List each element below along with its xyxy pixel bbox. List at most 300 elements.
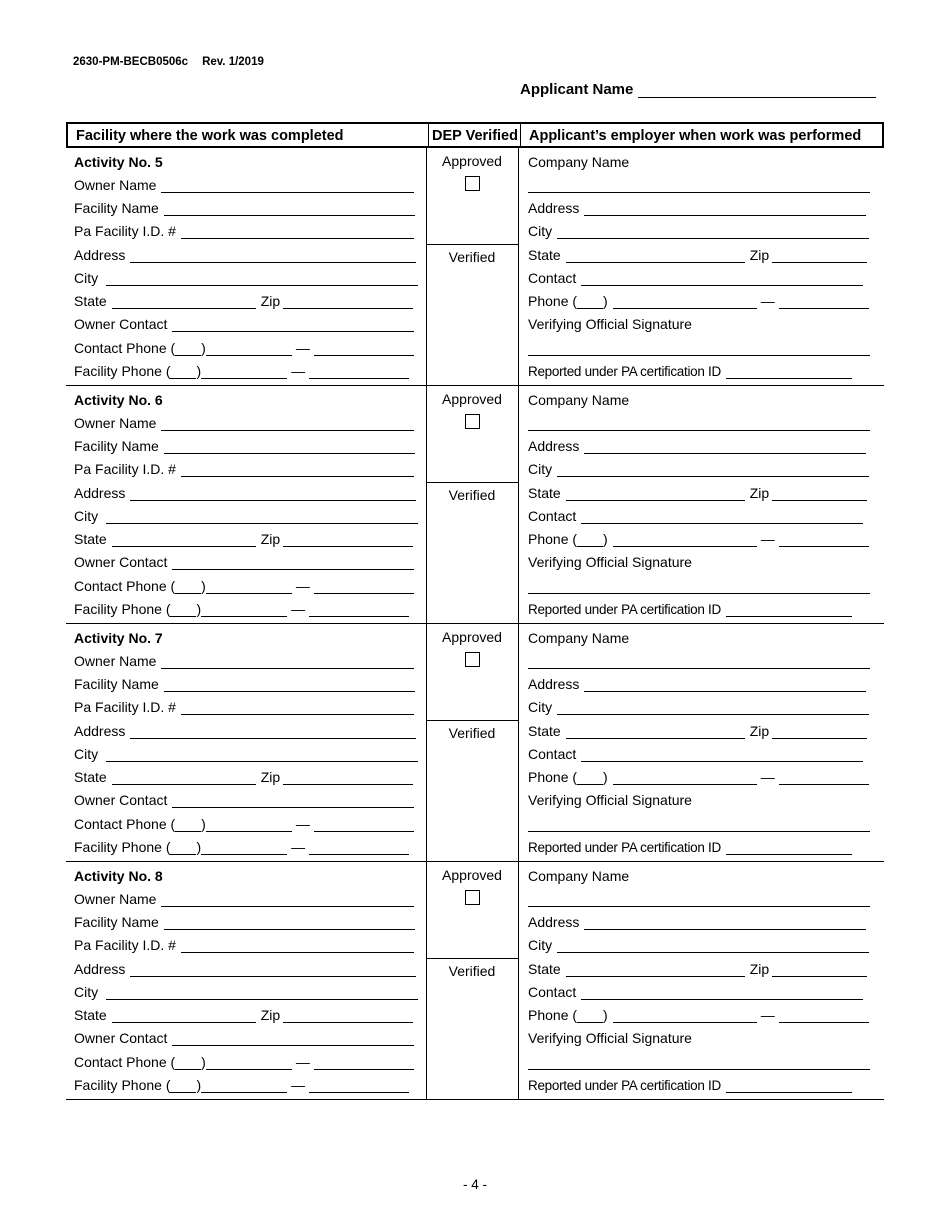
facility-phone-label: Facility Phone (	[74, 1077, 171, 1093]
employer-contact-row	[528, 506, 863, 524]
dash-label: —	[291, 363, 306, 379]
verifying-signature-field[interactable]	[528, 1055, 870, 1070]
paren-label: )	[201, 578, 206, 594]
employer-state-zip-row	[528, 959, 867, 977]
contact-phone-area-field[interactable]	[175, 341, 201, 356]
verifying-signature-line-row	[528, 338, 870, 356]
employer-address-field[interactable]	[584, 201, 866, 216]
pa-facility-id-row	[74, 459, 414, 477]
employer-state-field[interactable]	[566, 486, 745, 501]
contact-phone-prefix-field[interactable]	[206, 579, 292, 594]
state-zip-row	[74, 529, 413, 547]
certification-id-field[interactable]	[726, 364, 852, 379]
employer-zip-label: Zip	[749, 723, 770, 739]
employer-phone-label: Phone (	[528, 1007, 578, 1023]
dash-label: —	[291, 601, 306, 617]
address-row	[74, 483, 416, 501]
employer-address-field[interactable]	[584, 915, 866, 930]
facility-name-label: Facility Name	[74, 676, 159, 692]
dash-label: —	[760, 769, 775, 785]
owner-name-row	[74, 889, 414, 907]
employer-address-row	[528, 198, 866, 216]
address-label: Address	[74, 485, 126, 501]
employer-address-row	[528, 436, 866, 454]
employer-state-label: State	[528, 723, 561, 739]
address-field[interactable]	[130, 486, 416, 501]
facility-phone-number-field[interactable]	[309, 602, 409, 617]
state-field[interactable]	[112, 770, 256, 785]
employer-phone-label: Phone (	[528, 293, 578, 309]
facility-phone-area-field[interactable]	[170, 602, 196, 617]
address-label: Address	[74, 961, 126, 977]
activity-table	[66, 122, 884, 1100]
employer-state-field[interactable]	[566, 248, 745, 263]
employer-phone-label: Phone (	[528, 531, 578, 547]
pa-facility-id-field[interactable]	[181, 938, 414, 953]
employer-phone-area-field[interactable]	[577, 1008, 603, 1023]
address-field[interactable]	[130, 724, 416, 739]
state-zip-row	[74, 767, 413, 785]
verifying-signature-field[interactable]	[528, 579, 870, 594]
contact-phone-prefix-field[interactable]	[206, 817, 292, 832]
paren-label: )	[196, 363, 202, 379]
owner-contact-field[interactable]	[172, 317, 414, 332]
dash-label: —	[291, 1077, 306, 1093]
facility-phone-label: Facility Phone (	[74, 839, 171, 855]
employer-phone-number-field[interactable]	[779, 770, 869, 785]
contact-phone-label: Contact Phone (	[74, 816, 176, 832]
facility-phone-number-field[interactable]	[309, 1078, 409, 1093]
employer-address-label: Address	[528, 438, 580, 454]
approved-checkbox[interactable]	[465, 652, 480, 667]
company-name-label: Company Name	[528, 154, 630, 170]
contact-phone-row	[74, 576, 414, 594]
contact-phone-number-field[interactable]	[314, 341, 414, 356]
certification-id-row	[528, 837, 852, 855]
owner-contact-label: Owner Contact	[74, 792, 168, 808]
activity-title-row	[74, 866, 163, 884]
employer-city-label: City	[528, 937, 553, 953]
paren-label: )	[201, 1054, 206, 1070]
employer-phone-area-field[interactable]	[577, 770, 603, 785]
company-name-row	[528, 390, 629, 408]
contact-phone-row	[74, 338, 414, 356]
approved-checkbox[interactable]	[465, 414, 480, 429]
owner-name-row	[74, 651, 414, 669]
page-number: - 4 -	[462, 1177, 487, 1192]
contact-phone-row	[74, 814, 414, 832]
state-zip-row	[74, 1005, 413, 1023]
facility-phone-number-field[interactable]	[309, 364, 409, 379]
verifying-signature-label: Verifying Official Signature	[528, 1030, 692, 1046]
state-label: State	[74, 531, 107, 547]
facility-name-field[interactable]	[164, 201, 415, 216]
employer-phone-row	[528, 767, 869, 785]
zip-field[interactable]	[283, 532, 413, 547]
owner-contact-row	[74, 790, 414, 808]
activity-title-row	[74, 628, 163, 646]
employer-address-row	[528, 674, 866, 692]
activity-block	[66, 386, 884, 624]
employer-state-field[interactable]	[566, 962, 745, 977]
dash-label: —	[291, 839, 306, 855]
facility-phone-area-field[interactable]	[170, 840, 196, 855]
company-name-line-row	[528, 889, 870, 907]
employer-phone-number-field[interactable]	[779, 1008, 869, 1023]
verifying-signature-line-row	[528, 814, 870, 832]
verified-label: Verified	[448, 963, 496, 979]
owner-name-row	[74, 175, 414, 193]
pa-facility-id-label: Pa Facility I.D. #	[74, 699, 176, 715]
verified-label: Verified	[448, 487, 496, 503]
facility-phone-row	[74, 837, 409, 855]
zip-field[interactable]	[283, 1008, 413, 1023]
employer-phone-prefix-field[interactable]	[613, 294, 757, 309]
contact-phone-number-field[interactable]	[314, 1055, 414, 1070]
facility-name-field[interactable]	[164, 677, 415, 692]
address-field[interactable]	[130, 962, 416, 977]
address-field[interactable]	[130, 248, 416, 263]
facility-phone-prefix-field[interactable]	[201, 840, 287, 855]
certification-id-row	[528, 1075, 852, 1093]
employer-phone-label: Phone (	[528, 769, 578, 785]
facility-name-label: Facility Name	[74, 438, 159, 454]
facility-phone-area-field[interactable]	[170, 364, 196, 379]
approved-checkbox[interactable]	[465, 890, 480, 905]
employer-phone-area-field[interactable]	[577, 532, 603, 547]
zip-label: Zip	[260, 293, 281, 309]
owner-contact-row	[74, 552, 414, 570]
paren-label: )	[201, 816, 206, 832]
reported-under-label: Reported under PA certification ID	[528, 364, 721, 379]
owner-name-label: Owner Name	[74, 891, 157, 907]
owner-contact-label: Owner Contact	[74, 1030, 168, 1046]
facility-name-row	[74, 674, 415, 692]
certification-id-row	[528, 599, 852, 617]
certification-id-field[interactable]	[726, 1078, 852, 1093]
verifying-signature-row	[528, 1028, 692, 1046]
dash-label: —	[295, 578, 310, 594]
employer-contact-label: Contact	[528, 746, 577, 762]
company-name-row	[528, 866, 629, 884]
company-name-field[interactable]	[528, 892, 870, 907]
state-zip-row	[74, 291, 413, 309]
state-field[interactable]	[112, 294, 256, 309]
employer-zip-field[interactable]	[772, 486, 867, 501]
employer-phone-number-field[interactable]	[779, 532, 869, 547]
company-name-row	[528, 628, 629, 646]
dash-label: —	[295, 1054, 310, 1070]
city-field[interactable]	[106, 271, 418, 286]
facility-phone-prefix-field[interactable]	[201, 602, 287, 617]
employer-contact-field[interactable]	[581, 509, 863, 524]
employer-city-row	[528, 935, 869, 953]
owner-name-field[interactable]	[161, 892, 414, 907]
address-row	[74, 721, 416, 739]
col-dep-verified-header: DEP Verified	[432, 128, 518, 144]
contact-phone-area-field[interactable]	[175, 817, 201, 832]
owner-name-field[interactable]	[161, 416, 414, 431]
owner-name-label: Owner Name	[74, 415, 157, 431]
verifying-signature-line-row	[528, 576, 870, 594]
city-field[interactable]	[106, 985, 418, 1000]
reported-under-label: Reported under PA certification ID	[528, 840, 721, 855]
city-field[interactable]	[106, 747, 418, 762]
employer-state-label: State	[528, 247, 561, 263]
zip-label: Zip	[260, 1007, 281, 1023]
employer-phone-area-field[interactable]	[577, 294, 603, 309]
employer-contact-field[interactable]	[581, 747, 863, 762]
employer-contact-field[interactable]	[581, 271, 863, 286]
facility-name-label: Facility Name	[74, 914, 159, 930]
dash-label: —	[295, 816, 310, 832]
activity-title: Activity No. 6	[74, 392, 163, 408]
revision-text: Rev. 1/2019	[202, 56, 264, 68]
contact-phone-label: Contact Phone (	[74, 340, 176, 356]
city-row	[74, 982, 418, 1000]
activity-title: Activity No. 7	[74, 630, 163, 646]
verified-label: Verified	[448, 725, 496, 741]
employer-phone-prefix-field[interactable]	[613, 770, 757, 785]
reported-under-label: Reported under PA certification ID	[528, 1078, 721, 1093]
employer-address-label: Address	[528, 676, 580, 692]
dash-label: —	[760, 1007, 775, 1023]
facility-phone-label: Facility Phone (	[74, 363, 171, 379]
employer-phone-row	[528, 291, 869, 309]
pa-facility-id-label: Pa Facility I.D. #	[74, 937, 176, 953]
certification-id-row	[528, 361, 852, 379]
company-name-label: Company Name	[528, 392, 630, 408]
employer-state-label: State	[528, 485, 561, 501]
pa-facility-id-field[interactable]	[181, 700, 414, 715]
approved-label: Approved	[442, 153, 502, 169]
pa-facility-id-row	[74, 935, 414, 953]
verifying-signature-row	[528, 790, 692, 808]
verifying-signature-line-row	[528, 1052, 870, 1070]
employer-phone-row	[528, 529, 869, 547]
city-row	[74, 506, 418, 524]
paren-label: )	[196, 601, 202, 617]
verifying-signature-label: Verifying Official Signature	[528, 792, 692, 808]
employer-city-field[interactable]	[557, 700, 869, 715]
city-label: City	[74, 508, 99, 524]
reported-under-label: Reported under PA certification ID	[528, 602, 721, 617]
owner-contact-field[interactable]	[172, 793, 414, 808]
pa-facility-id-label: Pa Facility I.D. #	[74, 461, 176, 477]
facility-name-label: Facility Name	[74, 200, 159, 216]
contact-phone-area-field[interactable]	[175, 1055, 201, 1070]
state-field[interactable]	[112, 1008, 256, 1023]
contact-phone-number-field[interactable]	[314, 817, 414, 832]
facility-phone-prefix-field[interactable]	[201, 364, 287, 379]
employer-phone-number-field[interactable]	[779, 294, 869, 309]
owner-name-row	[74, 413, 414, 431]
city-label: City	[74, 746, 99, 762]
contact-phone-label: Contact Phone (	[74, 1054, 176, 1070]
employer-address-row	[528, 912, 866, 930]
employer-contact-label: Contact	[528, 984, 577, 1000]
form-code-text: 2630-PM-BECB0506c	[73, 56, 189, 68]
contact-phone-number-field[interactable]	[314, 579, 414, 594]
facility-name-row	[74, 198, 415, 216]
contact-phone-prefix-field[interactable]	[206, 341, 292, 356]
col-employer-header: Applicant’s employer when work was performed	[529, 128, 862, 144]
facility-phone-row	[74, 599, 409, 617]
dash-label: —	[295, 340, 310, 356]
company-name-row	[528, 152, 629, 170]
company-name-label: Company Name	[528, 868, 630, 884]
employer-address-field[interactable]	[584, 439, 866, 454]
employer-address-field[interactable]	[584, 677, 866, 692]
employer-phone-row	[528, 1005, 869, 1023]
facility-phone-area-field[interactable]	[170, 1078, 196, 1093]
employer-zip-label: Zip	[749, 485, 770, 501]
form-code	[73, 56, 278, 68]
certification-id-field[interactable]	[726, 840, 852, 855]
owner-contact-row	[74, 314, 414, 332]
employer-state-zip-row	[528, 245, 867, 263]
employer-phone-prefix-field[interactable]	[613, 1008, 757, 1023]
company-name-label: Company Name	[528, 630, 630, 646]
city-row	[74, 268, 418, 286]
pa-facility-id-row	[74, 221, 414, 239]
owner-name-field[interactable]	[161, 654, 414, 669]
owner-name-field[interactable]	[161, 178, 414, 193]
verifying-signature-row	[528, 314, 692, 332]
employer-city-field[interactable]	[557, 224, 869, 239]
paren-label: )	[603, 1007, 608, 1023]
applicant-name-field[interactable]	[638, 82, 876, 98]
contact-phone-prefix-field[interactable]	[206, 1055, 292, 1070]
owner-contact-label: Owner Contact	[74, 316, 168, 332]
employer-contact-label: Contact	[528, 508, 577, 524]
owner-name-label: Owner Name	[74, 177, 157, 193]
certification-id-field[interactable]	[726, 602, 852, 617]
facility-name-row	[74, 436, 415, 454]
facility-name-row	[74, 912, 415, 930]
table-header	[66, 122, 884, 148]
approved-label: Approved	[442, 629, 502, 645]
contact-phone-row	[74, 1052, 414, 1070]
contact-phone-area-field[interactable]	[175, 579, 201, 594]
verifying-signature-field[interactable]	[528, 341, 870, 356]
approved-label: Approved	[442, 867, 502, 883]
facility-name-field[interactable]	[164, 439, 415, 454]
applicant-name-label: Applicant Name	[520, 81, 634, 98]
owner-name-label: Owner Name	[74, 653, 157, 669]
verifying-signature-label: Verifying Official Signature	[528, 554, 692, 570]
employer-zip-field[interactable]	[772, 962, 867, 977]
paren-label: )	[201, 340, 206, 356]
pa-facility-id-row	[74, 697, 414, 715]
owner-contact-row	[74, 1028, 414, 1046]
city-label: City	[74, 270, 99, 286]
company-name-line-row	[528, 175, 870, 193]
city-label: City	[74, 984, 99, 1000]
employer-state-zip-row	[528, 721, 867, 739]
employer-state-field[interactable]	[566, 724, 745, 739]
paren-label: )	[603, 293, 608, 309]
employer-state-label: State	[528, 961, 561, 977]
owner-contact-label: Owner Contact	[74, 554, 168, 570]
address-label: Address	[74, 723, 126, 739]
company-name-field[interactable]	[528, 178, 870, 193]
employer-contact-row	[528, 268, 863, 286]
facility-phone-row	[74, 1075, 409, 1093]
activity-title-row	[74, 152, 163, 170]
verifying-signature-row	[528, 552, 692, 570]
verifying-signature-field[interactable]	[528, 817, 870, 832]
address-label: Address	[74, 247, 126, 263]
dash-label: —	[760, 531, 775, 547]
dash-label: —	[760, 293, 775, 309]
employer-phone-prefix-field[interactable]	[613, 532, 757, 547]
employer-city-row	[528, 459, 869, 477]
employer-zip-field[interactable]	[772, 724, 867, 739]
employer-contact-field[interactable]	[581, 985, 863, 1000]
city-row	[74, 744, 418, 762]
employer-contact-row	[528, 982, 863, 1000]
employer-state-zip-row	[528, 483, 867, 501]
state-label: State	[74, 293, 107, 309]
facility-phone-number-field[interactable]	[309, 840, 409, 855]
applicant-name-row	[520, 81, 876, 98]
employer-city-label: City	[528, 461, 553, 477]
company-name-field[interactable]	[528, 416, 870, 431]
pa-facility-id-field[interactable]	[181, 462, 414, 477]
activity-block	[66, 624, 884, 862]
paren-label: )	[603, 769, 608, 785]
employer-address-label: Address	[528, 200, 580, 216]
verified-label: Verified	[448, 249, 496, 265]
city-field[interactable]	[106, 509, 418, 524]
employer-zip-label: Zip	[749, 247, 770, 263]
activity-title-row	[74, 390, 163, 408]
zip-field[interactable]	[283, 294, 413, 309]
paren-label: )	[603, 531, 608, 547]
facility-phone-prefix-field[interactable]	[201, 1078, 287, 1093]
col-facility-header: Facility where the work was completed	[76, 128, 344, 144]
zip-field[interactable]	[283, 770, 413, 785]
address-row	[74, 245, 416, 263]
pa-facility-id-field[interactable]	[181, 224, 414, 239]
facility-phone-row	[74, 361, 409, 379]
employer-zip-label: Zip	[749, 961, 770, 977]
employer-contact-label: Contact	[528, 270, 577, 286]
employer-city-label: City	[528, 699, 553, 715]
approved-checkbox[interactable]	[465, 176, 480, 191]
employer-contact-row	[528, 744, 863, 762]
employer-address-label: Address	[528, 914, 580, 930]
pa-facility-id-label: Pa Facility I.D. #	[74, 223, 176, 239]
zip-label: Zip	[260, 531, 281, 547]
employer-city-field[interactable]	[557, 462, 869, 477]
state-field[interactable]	[112, 532, 256, 547]
state-label: State	[74, 769, 107, 785]
activity-block	[66, 148, 884, 386]
owner-contact-field[interactable]	[172, 555, 414, 570]
company-name-field[interactable]	[528, 654, 870, 669]
employer-zip-field[interactable]	[772, 248, 867, 263]
activity-block	[66, 862, 884, 1100]
employer-city-label: City	[528, 223, 553, 239]
employer-city-field[interactable]	[557, 938, 869, 953]
facility-name-field[interactable]	[164, 915, 415, 930]
contact-phone-label: Contact Phone (	[74, 578, 176, 594]
facility-phone-label: Facility Phone (	[74, 601, 171, 617]
employer-city-row	[528, 221, 869, 239]
owner-contact-field[interactable]	[172, 1031, 414, 1046]
